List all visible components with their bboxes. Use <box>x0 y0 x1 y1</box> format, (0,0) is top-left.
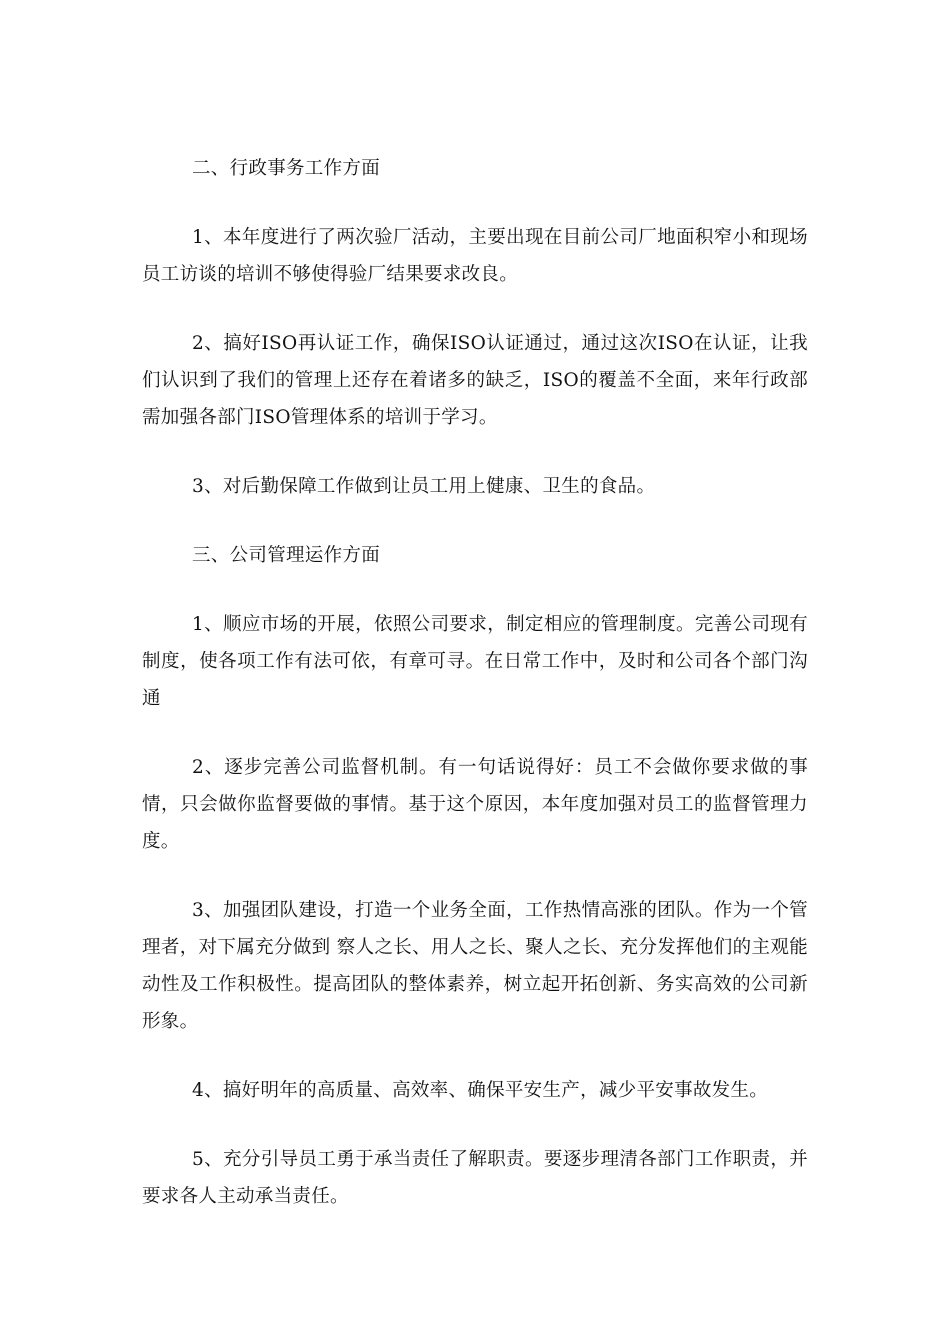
paragraph-management-item-3: 3、加强团队建设，打造一个业务全面，工作热情高涨的团队。作为一个管理者，对下属充分做到 察人之长、用人之长、聚人之长、充分发挥他们的主观能动性及工作积极性。提高团队的整体素养，树立起开拓创新、务实高效的公司新形象。 <box>142 900 808 1032</box>
section-heading-company-management: 三、公司管理运作方面 <box>192 545 381 566</box>
paragraph-management-item-2: 2、逐步完善公司监督机制。有一句话说得好：员工不会做你要求做的事情，只会做你监督要做的事情。基于这个原因，本年度加强对员工的监督管理力度。 <box>142 757 808 852</box>
paragraph-admin-item-2: 2、搞好ISO再认证工作，确保ISO认证通过，通过这次ISO在认证，让我们认识到了我们的管理上还存在着诸多的缺乏，ISO的覆盖不全面，来年行政部需加强各部门ISO管理体系的培训于学习。 <box>142 333 808 428</box>
paragraph-management-item-1: 1、顺应市场的开展，依照公司要求，制定相应的管理制度。完善公司现有制度，使各项工作有法可依，有章可寻。在日常工作中，及时和公司各个部门沟通 <box>142 614 808 709</box>
paragraph-management-item-5: 5、充分引导员工勇于承当责任了解职责。要逐步理清各部门工作职责，并要求各人主动承当责任。 <box>142 1149 808 1207</box>
document-body <box>142 150 808 1215</box>
section-heading-admin-affairs: 二、行政事务工作方面 <box>192 158 381 179</box>
paragraph-admin-item-3: 3、对后勤保障工作做到让员工用上健康、卫生的食品。 <box>192 476 656 497</box>
paragraph-admin-item-1: 1、本年度进行了两次验厂活动，主要出现在目前公司厂地面积窄小和现场员工访谈的培训不够使得验厂结果要求改良。 <box>142 227 808 285</box>
paragraph-management-item-4: 4、搞好明年的高质量、高效率、确保平安生产，减少平安事故发生。 <box>192 1080 769 1101</box>
